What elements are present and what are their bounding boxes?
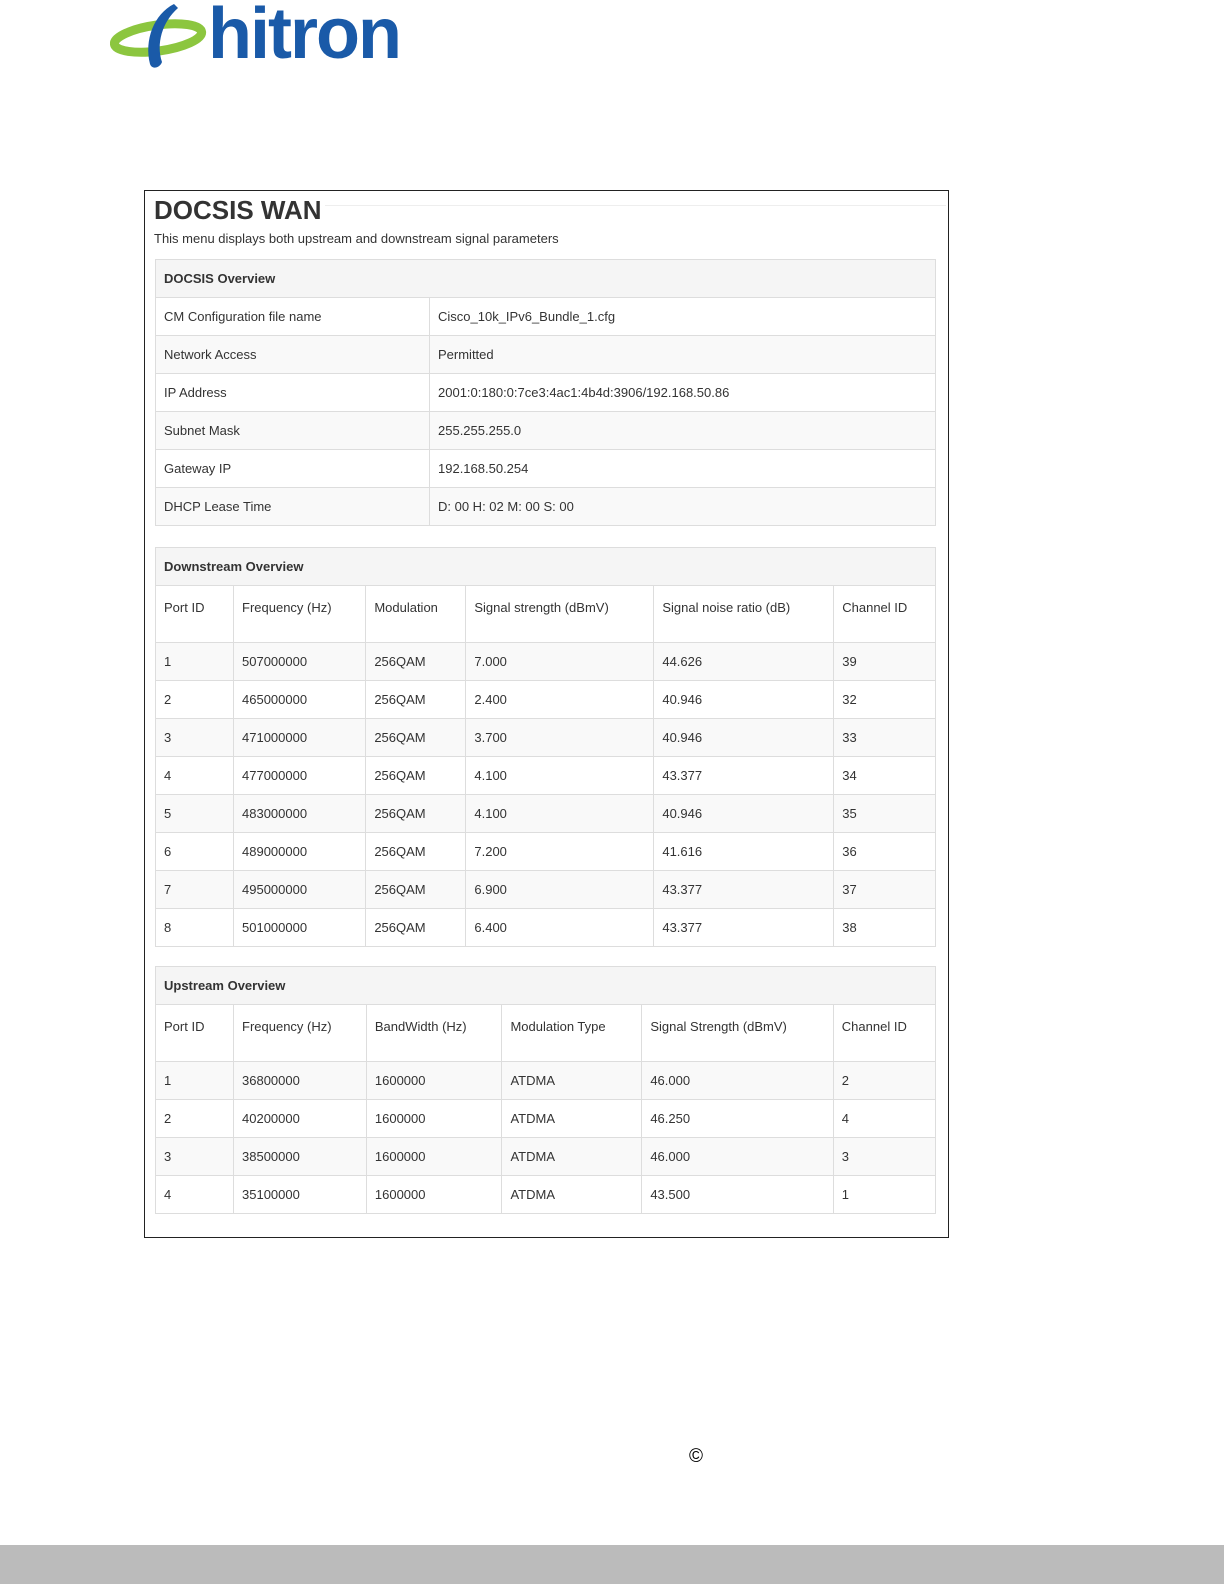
upstream-overview-panel [155, 966, 936, 1214]
table-row [156, 412, 935, 450]
table-cell: 35 [834, 794, 935, 832]
table-cell: 3 [156, 1137, 234, 1175]
table-row [156, 1175, 935, 1213]
table-cell: 37 [834, 870, 935, 908]
swoosh-icon [110, 0, 210, 72]
table-cell: 2 [156, 680, 234, 718]
table-row [156, 756, 935, 794]
table-cell: 4.100 [466, 794, 654, 832]
table-cell: 36 [834, 832, 935, 870]
table-cell: 40200000 [234, 1099, 367, 1137]
panel-heading: Upstream Overview [156, 967, 935, 1005]
column-header: Signal strength (dBmV) [466, 586, 654, 642]
row-label: CM Configuration file name [156, 298, 430, 336]
table-cell: 34 [834, 756, 935, 794]
table-cell: ATDMA [502, 1061, 642, 1099]
logo-wordmark: hitron [208, 0, 400, 74]
table-cell: 43.377 [654, 756, 834, 794]
table-cell: 2 [833, 1061, 935, 1099]
table-cell: 489000000 [234, 832, 366, 870]
table-row [156, 718, 935, 756]
table-cell: 2 [156, 1099, 234, 1137]
table-cell: 46.000 [642, 1137, 833, 1175]
column-header: BandWidth (Hz) [366, 1005, 502, 1061]
panel-heading: Downstream Overview [156, 548, 935, 586]
table-cell: 6 [156, 832, 234, 870]
table-cell: 43.377 [654, 870, 834, 908]
panel-heading: DOCSIS Overview [156, 260, 935, 298]
table-row [156, 908, 935, 946]
row-value: Permitted [430, 336, 936, 374]
table-row [156, 1099, 935, 1137]
downstream-table [156, 586, 935, 946]
table-cell: 256QAM [366, 832, 466, 870]
docsis-wan-screenshot [144, 190, 949, 1238]
title-divider [325, 205, 946, 206]
table-cell: 465000000 [234, 680, 366, 718]
table-row [156, 374, 935, 412]
table-cell: 256QAM [366, 794, 466, 832]
table-cell: 3 [833, 1137, 935, 1175]
table-cell: 1600000 [366, 1137, 502, 1175]
table-row [156, 450, 935, 488]
table-cell: 33 [834, 718, 935, 756]
column-header: Port ID [156, 1005, 234, 1061]
table-cell: 471000000 [234, 718, 366, 756]
table-cell: 3.700 [466, 718, 654, 756]
table-cell: 1600000 [366, 1099, 502, 1137]
table-row [156, 680, 935, 718]
table-cell: 6.400 [466, 908, 654, 946]
row-label: Network Access [156, 336, 430, 374]
table-row [156, 832, 935, 870]
table-cell: 4.100 [466, 756, 654, 794]
table-cell: 8 [156, 908, 234, 946]
row-label: DHCP Lease Time [156, 488, 430, 526]
table-cell: ATDMA [502, 1175, 642, 1213]
column-header: Frequency (Hz) [234, 1005, 367, 1061]
upstream-table [156, 1005, 935, 1213]
table-cell: 7.200 [466, 832, 654, 870]
table-row [156, 488, 935, 526]
table-cell: 32 [834, 680, 935, 718]
table-cell: 38 [842, 919, 857, 935]
table-row [156, 794, 935, 832]
table-cell: 256QAM [366, 756, 466, 794]
table-cell: 38500000 [234, 1137, 367, 1175]
table-cell: 256QAM [366, 642, 466, 680]
column-header: Modulation [366, 586, 466, 642]
column-header: Channel ID [834, 586, 935, 642]
table-cell: 5 [156, 794, 234, 832]
table-cell: 1 [156, 642, 234, 680]
column-header: Channel ID [833, 1005, 935, 1061]
table-cell: 36800000 [234, 1061, 367, 1099]
page-title: DOCSIS WAN [154, 195, 322, 225]
table-cell: 43.500 [642, 1175, 833, 1213]
row-value: Cisco_10k_IPv6_Bundle_1.cfg [430, 298, 936, 336]
row-label: Subnet Mask [156, 412, 430, 450]
table-cell: 495000000 [234, 870, 366, 908]
docsis-overview-panel [155, 259, 936, 526]
table-cell: ATDMA [502, 1137, 642, 1175]
row-label: IP Address [156, 374, 430, 412]
copyright-symbol: © [689, 1446, 703, 1467]
table-cell: 6.900 [466, 870, 654, 908]
table-row [156, 298, 935, 336]
table-row [156, 336, 935, 374]
column-header: Signal noise ratio (dB) [654, 586, 834, 642]
table-cell: 7 [156, 870, 234, 908]
table-header-row [156, 1005, 935, 1061]
table-cell: 43.377 [654, 908, 834, 946]
table-cell: 1600000 [366, 1061, 502, 1099]
table-cell: 1 [841, 1186, 850, 1202]
page-description: This menu displays both upstream and downstream signal parameters [154, 231, 559, 246]
table-cell: 256QAM [366, 908, 466, 946]
table-row [156, 642, 935, 680]
table-cell: 7.000 [466, 642, 654, 680]
row-label: Gateway IP [156, 450, 430, 488]
hitron-logo [110, 0, 430, 72]
column-header: Port ID [156, 586, 234, 642]
table-cell: 39 [834, 642, 935, 680]
table-cell: 477000000 [234, 756, 366, 794]
table-cell: ATDMA [502, 1099, 642, 1137]
table-cell: 256QAM [366, 870, 466, 908]
table-cell: 483000000 [234, 794, 366, 832]
table-cell: 4 [833, 1099, 935, 1137]
column-header: Frequency (Hz) [234, 586, 366, 642]
docsis-overview-table [156, 298, 935, 525]
row-value: 2001:0:180:0:7ce3:4ac1:4b4d:3906/192.168.50.86 [430, 374, 936, 412]
table-row [156, 870, 935, 908]
table-cell: 46.000 [642, 1061, 833, 1099]
table-cell: 41.616 [654, 832, 834, 870]
table-row [156, 1137, 935, 1175]
table-cell: 3 [156, 718, 234, 756]
table-cell: 40.946 [654, 680, 834, 718]
table-cell: 40.946 [654, 718, 834, 756]
table-header-row [156, 586, 935, 642]
table-cell: 256QAM [366, 718, 466, 756]
footer-bar [0, 1545, 1224, 1584]
table-cell: 256QAM [366, 680, 466, 718]
row-value: D: 00 H: 02 M: 00 S: 00 [430, 488, 936, 526]
table-row [156, 1061, 935, 1099]
column-header: Signal Strength (dBmV) [642, 1005, 833, 1061]
downstream-overview-panel [155, 547, 936, 947]
table-cell: 40.946 [654, 794, 834, 832]
table-cell: 4 [156, 1175, 234, 1213]
table-cell: 44.626 [654, 642, 834, 680]
table-cell: 35100000 [234, 1175, 367, 1213]
row-value: 255.255.255.0 [430, 412, 936, 450]
table-cell: 2.400 [466, 680, 654, 718]
table-cell: 501000000 [234, 908, 366, 946]
row-value: 192.168.50.254 [430, 450, 936, 488]
column-header: Modulation Type [502, 1005, 642, 1061]
table-cell: 507000000 [234, 642, 366, 680]
table-cell: 4 [156, 756, 234, 794]
table-cell: 1 [156, 1061, 234, 1099]
table-cell: 46.250 [642, 1099, 833, 1137]
table-cell: 1600000 [366, 1175, 502, 1213]
